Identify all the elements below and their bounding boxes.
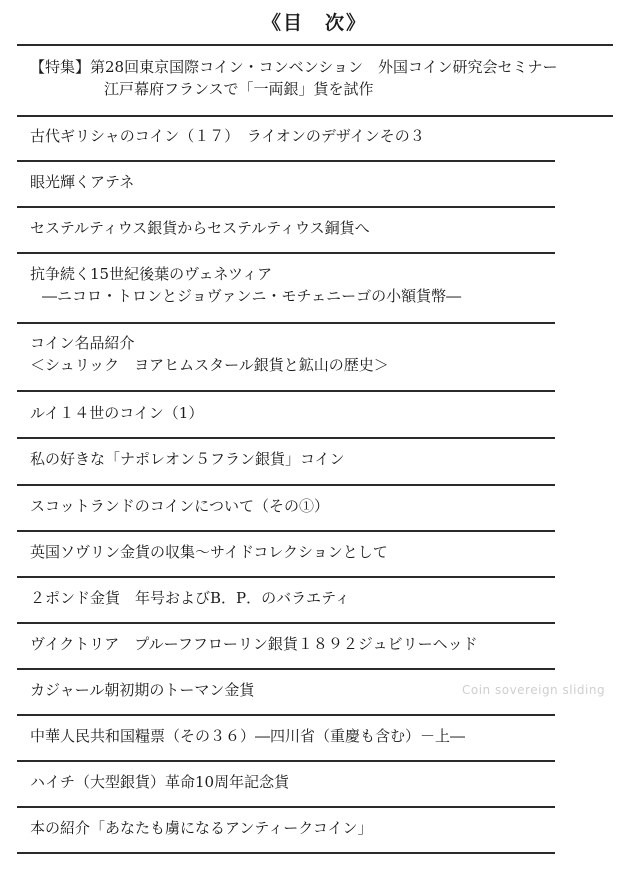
divider: [17, 160, 555, 162]
toc-entry: [30, 587, 626, 609]
entry-title: 抗争続く15世紀後葉のヴェネツィア: [30, 265, 273, 283]
entry-title: ルイ１４世のコイン（1）: [30, 404, 204, 422]
toc-entry: [30, 263, 626, 307]
divider: [17, 390, 555, 392]
entry-title: スコットランドのコインについて（その①）: [30, 497, 329, 515]
entry-title: 私の好きな「ナポレオン５フラン銀貨」コイン: [30, 450, 345, 468]
entry-title: 古代ギリシャのコイン（１７） ライオンのデザインその３: [30, 127, 425, 145]
divider: [17, 806, 555, 808]
entry-subtitle: 江戸幕府フランスで「一両銀」貨を試作: [104, 80, 374, 98]
toc-entry: [30, 725, 626, 747]
toc-entry: [30, 633, 626, 655]
divider: [17, 668, 555, 670]
divider: [17, 484, 555, 486]
toc-entry: [30, 541, 626, 563]
divider: [17, 622, 555, 624]
entry-title: コイン名品紹介: [30, 334, 135, 352]
toc-entry: [30, 217, 626, 239]
entry-title: カジャール朝初期のトーマン金貨: [30, 681, 255, 699]
divider: [17, 714, 555, 716]
toc-entry: [30, 171, 626, 193]
divider: [17, 437, 555, 439]
toc-entry: [30, 332, 626, 376]
divider: [17, 760, 555, 762]
divider: [17, 852, 555, 854]
entry-title: セステルティウス銀貨からセステルティウス銅貨へ: [30, 219, 370, 237]
entry-title: 本の紹介「あなたも虜になるアンティークコイン」: [30, 819, 373, 837]
divider: [17, 252, 555, 254]
divider: [17, 530, 555, 532]
divider: [17, 44, 613, 46]
divider: [17, 206, 555, 208]
toc-entry: [30, 448, 626, 470]
toc-entry: [30, 56, 626, 100]
toc-entry: [30, 771, 626, 793]
entry-title: 中華人民共和国糧票（その３６）―四川省（重慶も含む）－上―: [30, 727, 466, 745]
toc-heading: 《目 次》: [261, 12, 367, 34]
entry-title: 【特集】第28回東京国際コイン・コンベンション 外国コイン研究会セミナー: [30, 58, 558, 76]
entry-title: 英国ソヴリン金貨の収集～サイドコレクションとして: [30, 543, 388, 561]
entry-title: ハイチ（大型銀貨）革命10周年記念貨: [30, 773, 290, 791]
divider: [17, 322, 555, 324]
entry-title: 眼光輝くアテネ: [30, 173, 135, 191]
divider: [17, 576, 555, 578]
entry-title: ２ポンド金貨 年号およびB．P．のバラエティ: [30, 589, 350, 607]
entry-subtitle: ―ニコロ・トロンとジョヴァンニ・モチェニーゴの小額貨幣―: [42, 287, 462, 305]
divider: [17, 115, 613, 117]
bleed-through-text: Coin sovereign sliding: [462, 683, 606, 697]
toc-entry: [30, 125, 626, 147]
toc-entry: [30, 817, 626, 839]
entry-subtitle: ＜シュリック ヨアヒムスタール銀貨と鉱山の歴史＞: [30, 356, 389, 374]
entry-title: ヴイクトリア プルーフフローリン銀貨１８９２ジュビリーヘッド: [30, 635, 478, 653]
toc-entry: [30, 402, 626, 424]
toc-entry: [30, 495, 626, 517]
